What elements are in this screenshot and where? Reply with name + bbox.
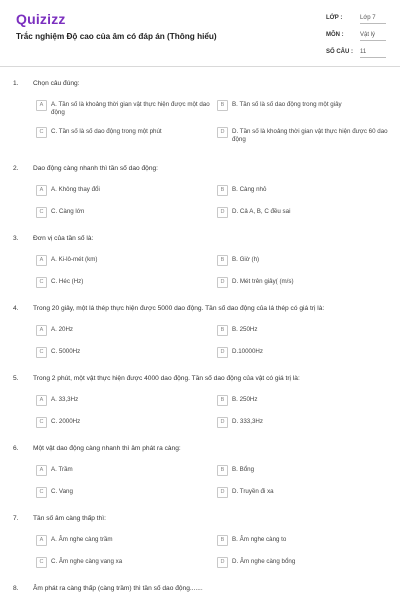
option-text: C. 2000Hz xyxy=(51,418,81,425)
option-text: D. 333,3Hz xyxy=(232,418,263,425)
option-text: C. Héc (Hz) xyxy=(51,278,84,285)
question-block xyxy=(0,371,400,441)
question-text: Một vật dao động càng nhanh thì âm phát ra càng: xyxy=(33,445,181,452)
meta-row-question-count xyxy=(326,47,386,64)
answer-options xyxy=(0,185,400,229)
meta-row-class xyxy=(326,13,386,30)
answer-row xyxy=(0,207,400,229)
question-header xyxy=(0,581,400,599)
option-text: B. Bổng xyxy=(232,466,255,473)
option-text: A. Không thay đổi xyxy=(51,186,100,193)
question-block xyxy=(0,231,400,301)
question-text: Âm phát ra càng thấp (càng trầm) thì tần số dao động....... xyxy=(33,585,203,592)
meta-label: LỚP : xyxy=(326,15,343,21)
option-letter-box[interactable]: A xyxy=(36,535,47,546)
question-text: Tần số âm càng thấp thì: xyxy=(33,515,106,522)
question-number: 6. xyxy=(13,445,19,452)
option-text: D. Âm nghe càng bổng xyxy=(232,558,296,565)
question-block xyxy=(0,581,400,601)
question-number: 1. xyxy=(13,80,19,87)
worksheet-header xyxy=(0,0,400,67)
question-text: Dao động càng nhanh thì tần số dao động: xyxy=(33,165,159,172)
option-letter-box[interactable]: C xyxy=(36,417,47,428)
answer-row xyxy=(0,535,400,557)
answer-row xyxy=(0,127,400,154)
option-text: B. 250Hz xyxy=(232,326,258,333)
question-header xyxy=(0,371,400,389)
option-letter-box[interactable]: C xyxy=(36,557,47,568)
question-block xyxy=(0,511,400,581)
option-letter-box[interactable]: B xyxy=(217,255,228,266)
option-letter-box[interactable]: D xyxy=(217,127,228,138)
option-text: D. Truyền đi xa xyxy=(232,488,274,495)
answer-row xyxy=(0,185,400,207)
worksheet-meta xyxy=(326,13,386,64)
question-header xyxy=(0,511,400,529)
option-letter-box[interactable]: A xyxy=(36,395,47,406)
question-number: 7. xyxy=(13,515,19,522)
option-letter-box[interactable]: A xyxy=(36,255,47,266)
worksheet-title: Trắc nghiệm Độ cao của âm có đáp án (Thông hiểu) xyxy=(16,32,217,41)
question-header xyxy=(0,76,400,94)
answer-options xyxy=(0,535,400,579)
answer-options xyxy=(0,465,400,509)
answer-row xyxy=(0,325,400,347)
question-list xyxy=(0,76,400,601)
option-letter-box[interactable]: A xyxy=(36,465,47,476)
question-block xyxy=(0,441,400,511)
option-letter-box[interactable]: D xyxy=(217,557,228,568)
question-text: Chọn câu đúng: xyxy=(33,80,80,87)
option-text: D. Mét trên giây( (m/s) xyxy=(232,278,294,285)
option-letter-box[interactable]: A xyxy=(36,325,47,336)
question-block xyxy=(0,76,400,161)
option-letter-box[interactable]: C xyxy=(36,277,47,288)
question-text: Đơn vị của tần số là: xyxy=(33,235,94,242)
option-text: B. Âm nghe càng to xyxy=(232,536,287,543)
option-letter-box[interactable]: D xyxy=(217,417,228,428)
question-number: 3. xyxy=(13,235,19,242)
question-number: 4. xyxy=(13,305,19,312)
quizizz-logo[interactable]: Quizizz xyxy=(16,11,66,27)
option-text: D. Cả A, B, C đều sai xyxy=(232,208,291,215)
option-text: C. Tần số là số dao động trong một phút xyxy=(51,128,162,135)
option-letter-box[interactable]: C xyxy=(36,487,47,498)
meta-label: SỐ CÂU : xyxy=(326,49,353,55)
option-text: C. Vang xyxy=(51,488,73,495)
answer-options xyxy=(0,325,400,369)
answer-row xyxy=(0,395,400,417)
option-text: A. 20Hz xyxy=(51,326,74,333)
meta-value: 11 xyxy=(360,49,386,58)
option-letter-box[interactable]: A xyxy=(36,100,47,111)
option-text: A. 33,3Hz xyxy=(51,396,79,403)
option-letter-box[interactable]: D xyxy=(217,487,228,498)
answer-options xyxy=(0,395,400,439)
option-letter-box[interactable]: A xyxy=(36,185,47,196)
option-text: B. Tần số là số dao động trong một giây xyxy=(232,101,342,108)
answer-row xyxy=(0,347,400,369)
option-text: A. Ki-lô-mét (km) xyxy=(51,256,98,263)
meta-row-subject xyxy=(326,30,386,47)
question-text: Trong 2 phút, một vật thực hiện được 4000 dao động. Tần số dao động của vật có giá trị là: xyxy=(33,375,300,382)
meta-label: MÔN : xyxy=(326,32,344,38)
answer-options xyxy=(0,100,400,154)
option-letter-box[interactable]: B xyxy=(217,325,228,336)
option-text: D. Tần số là khoảng thời gian vật thực hiện được 60 dao động xyxy=(232,128,388,143)
question-header xyxy=(0,161,400,179)
meta-value: Vật lý xyxy=(360,32,386,41)
option-text: A. Trầm xyxy=(51,466,73,473)
question-block xyxy=(0,161,400,231)
option-letter-box[interactable]: C xyxy=(36,347,47,358)
answer-options xyxy=(0,255,400,299)
answer-row xyxy=(0,487,400,509)
option-letter-box[interactable]: B xyxy=(217,185,228,196)
question-header xyxy=(0,301,400,319)
question-header xyxy=(0,231,400,249)
option-text: A. Âm nghe càng trầm xyxy=(51,536,113,543)
option-text: C. Càng lớn xyxy=(51,208,85,215)
question-number: 8. xyxy=(13,585,19,592)
meta-value: Lớp 7 xyxy=(360,15,386,24)
option-letter-box[interactable]: B xyxy=(217,535,228,546)
question-block xyxy=(0,301,400,371)
answer-row xyxy=(0,465,400,487)
answer-row xyxy=(0,100,400,127)
answer-row xyxy=(0,557,400,579)
question-number: 2. xyxy=(13,165,19,172)
option-text: B. Càng nhỏ xyxy=(232,186,267,193)
option-letter-box[interactable]: D xyxy=(217,207,228,218)
option-letter-box[interactable]: C xyxy=(36,127,47,138)
option-letter-box[interactable]: B xyxy=(217,465,228,476)
answer-row xyxy=(0,417,400,439)
option-letter-box[interactable]: C xyxy=(36,207,47,218)
question-number: 5. xyxy=(13,375,19,382)
option-text: B. 250Hz xyxy=(232,396,258,403)
option-letter-box[interactable]: D xyxy=(217,347,228,358)
option-letter-box[interactable]: B xyxy=(217,395,228,406)
answer-row xyxy=(0,277,400,299)
question-text: Trong 20 giây, một lá thép thực hiện được 5000 dao động. Tần số dao động của lá thép có giá trị là: xyxy=(33,305,325,312)
option-text: D.10000Hz xyxy=(232,348,263,355)
option-text: C. Âm nghe càng vang xa xyxy=(51,558,123,565)
question-header xyxy=(0,441,400,459)
option-letter-box[interactable]: B xyxy=(217,100,228,111)
option-text: A. Tần số là khoảng thời gian vật thực hiện được một dao động xyxy=(51,101,210,116)
option-letter-box[interactable]: D xyxy=(217,277,228,288)
answer-row xyxy=(0,255,400,277)
option-text: C. 5000Hz xyxy=(51,348,81,355)
option-text: B. Giờ (h) xyxy=(232,256,260,263)
